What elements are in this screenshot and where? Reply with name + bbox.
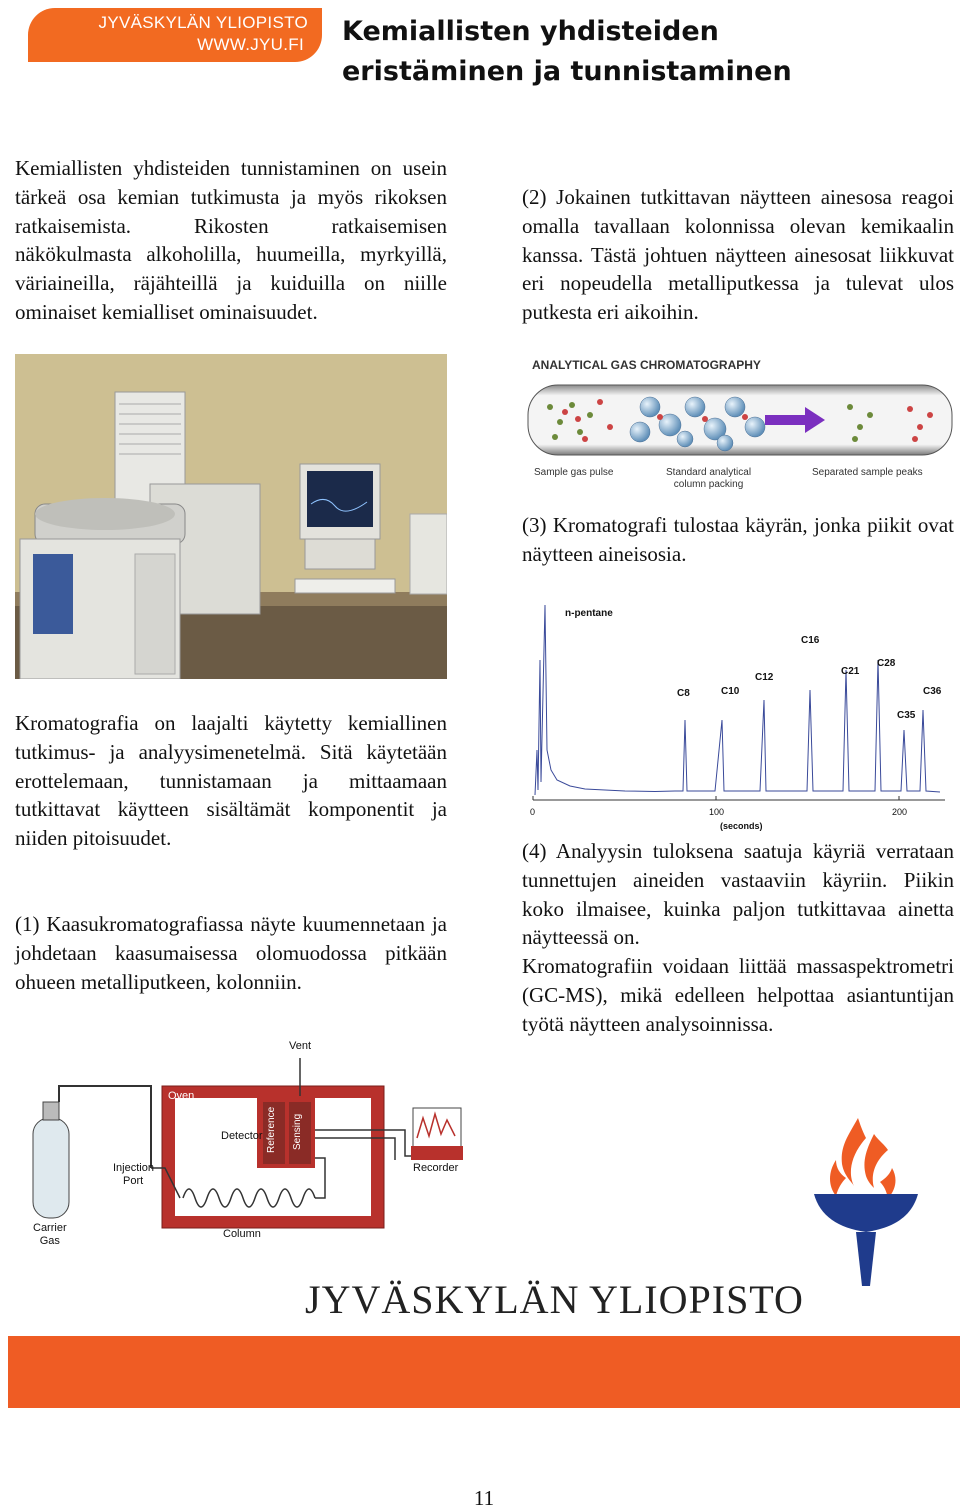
peak-label-c10: C10	[721, 686, 740, 697]
x-axis-label: (seconds)	[720, 821, 763, 831]
step3-text: (3) Kromatografi tulostaa käyrän, jonka piikit ovat näytteen aineisosia.	[522, 513, 954, 566]
label-injection-port	[113, 1162, 154, 1188]
label-column: Column	[223, 1228, 261, 1240]
step1-text: (1) Kaasukromatografiassa näyte kuumennetaan ja johdetaan kaasumaisessa olomuodossa pitkään ohueen metalliputkeen, kolonniin.	[15, 912, 447, 994]
label-injection-line-2: Port	[123, 1175, 144, 1187]
label-recorder: Recorder	[413, 1162, 459, 1174]
tick-label-0: 0	[530, 807, 536, 817]
step1-paragraph	[15, 910, 447, 996]
label-oven: Oven	[168, 1090, 195, 1102]
step2-paragraph	[522, 183, 954, 327]
column-tube-drawing	[520, 377, 960, 467]
page-number: 11	[473, 1486, 495, 1510]
chromatogram-figure	[525, 600, 955, 840]
peak-label-n-pentane: n-pentane	[565, 608, 613, 619]
footer-orange-band	[8, 1336, 960, 1408]
label-separated-peaks: Separated sample peaks	[812, 467, 923, 478]
method-paragraph	[15, 709, 447, 853]
peak-label-c16: C16	[801, 635, 820, 646]
peak-label-c12: C12	[755, 672, 774, 683]
title-line-1: Kemiallisten yhdisteiden	[342, 16, 719, 47]
step5-paragraph	[522, 952, 954, 1038]
gas-figure-title: ANALYTICAL GAS CHROMATOGRAPHY	[532, 358, 761, 372]
intro-paragraph	[15, 154, 447, 327]
gc-schematic	[25, 1038, 480, 1258]
peak-label-c35: C35	[897, 710, 916, 721]
label-detector: Detector	[221, 1130, 263, 1142]
method-text: Kromatografia on laajalti käytetty kemiallinen tutkimus- ja analyysimenetelmä. Sitä käytetään erottelemaan, tunnistamaan ja mittaamaan tutkittavat käytteen sisältämät komponentit ja niiden pitoisuudet.	[15, 711, 447, 851]
label-injection-line-1: Injection	[113, 1162, 154, 1174]
label-column-packing	[666, 467, 751, 491]
intro-text: Kemiallisten yhdisteiden tunnistaminen on usein tärkeä osa kemian tutkimusta ja myös rikoksen ratkaisemista. Rikosten ratkaisemisen näkökulmasta alkoholilla, huumeilla, myrkyillä, väriaineilla, räjähteillä ja kuiduilla on niille ominaiset kemialliset ominaisuudet.	[15, 156, 447, 324]
label-carrier-gas	[33, 1222, 67, 1248]
peak-label-c21: C21	[841, 666, 860, 677]
step2-text: (2) Jokainen tutkittavan näytteen ainesosa reagoi omalla tavallaan kolonnissa olevan kemikaalin kanssa. Tästä johtuen näytteen ainesosat liikkuvat eri nopeudella metalliputkessa ja tulevat ulos putkesta eri aikoihin.	[522, 185, 954, 325]
label-vent: Vent	[289, 1040, 312, 1052]
page-title	[342, 12, 792, 92]
gas-chromatography-figure	[520, 355, 960, 495]
label-packing-line-2: column packing	[673, 479, 744, 490]
label-sensing: Sensing	[292, 1113, 303, 1150]
university-torch-logo	[808, 1116, 924, 1288]
label-packing-line-1: Standard analytical	[666, 467, 752, 478]
label-carrier-line-1: Carrier	[33, 1222, 67, 1234]
step3-paragraph	[522, 511, 954, 569]
tick-label-200: 200	[892, 807, 908, 817]
logo-university-name: JYVÄSKYLÄN YLIOPISTO	[98, 13, 308, 32]
label-sample-gas-pulse: Sample gas pulse	[534, 467, 614, 478]
peak-label-c28: C28	[877, 658, 896, 669]
peak-label-c8: C8	[677, 688, 690, 699]
chromatogram-plot	[525, 600, 955, 840]
step4-paragraph	[522, 837, 954, 952]
gc-schematic-drawing	[25, 1038, 480, 1258]
lab-photo	[15, 354, 447, 679]
peak-label-c36: C36	[923, 686, 942, 697]
university-logo-badge	[28, 8, 322, 62]
title-line-2: eristäminen ja tunnistaminen	[342, 56, 792, 87]
label-carrier-line-2: Gas	[39, 1235, 60, 1247]
step4-text: (4) Analyysin tuloksena saatuja käyriä verrataan tunnettujen aineiden vastaaviin käyriin. Piikin koko ilmaisee, kuinka paljon tutkittavaa ainetta näytteessä on.	[522, 839, 954, 950]
gc-instrument-illustration	[15, 354, 447, 679]
logo-website: WWW.JYU.FI	[197, 35, 304, 54]
step5-text: Kromatografiin voidaan liittää massaspektrometri (GC-MS), mikä edelleen helpottaa asiantuntijan työtä näytteen analysoinnissa.	[522, 954, 954, 1036]
tick-label-100: 100	[709, 807, 725, 817]
footer-university-name: JYVÄSKYLÄN YLIOPISTO	[305, 1277, 804, 1322]
label-reference: Reference	[266, 1106, 277, 1153]
